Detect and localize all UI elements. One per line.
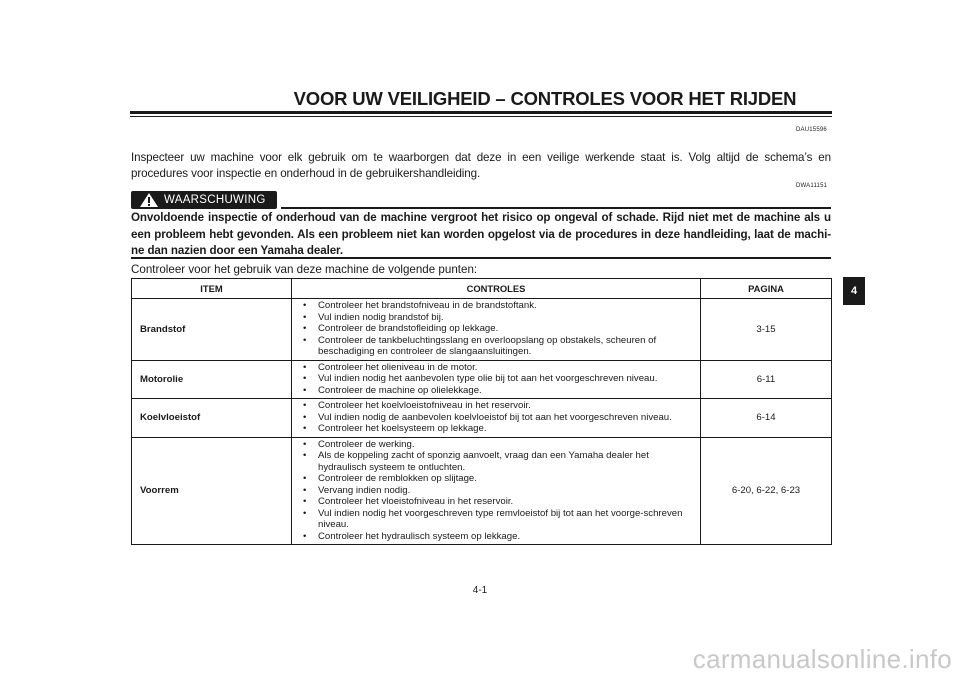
chapter-tab[interactable]: 4 [843,277,865,305]
list-item: • Controleer de machine op olielekkage. [296,385,696,397]
title-rule [130,111,832,114]
list-item: • Controleer het hydraulisch systeem op lekkage. [296,531,696,543]
row-item: Voorrem [132,437,292,545]
controls-list [296,362,696,397]
section-code: DAU15596 [796,127,827,133]
list-item: • Als de koppeling zacht of sponzig aanvoelt, vraag dan een Yamaha dealer het hydraulisch systeem te ontluchten. [296,450,696,473]
row-item: Koelvloeistof [132,399,292,438]
list-item: • Controleer het vloeistofniveau in het reservoir. [296,496,696,508]
title-rule-thin [130,116,832,117]
warning-text: Onvoldoende inspectie of onderhoud van de machine vergroot het risico op ongeval of schade. Rijd niet met de machine als u een probleem hebt gevonden. Als een probleem niet kan worden opgelost via de procedures in deze handleiding, laat de machi-ne dan nazien door een Yamaha dealer. [131,211,831,257]
list-item: • Controleer het koelsysteem op lekkage. [296,423,696,435]
header-controls: CONTROLES [292,279,701,299]
row-page: 6-11 [701,360,832,399]
table-row [132,437,832,545]
table-row [132,299,832,361]
list-item: • Controleer het brandstofniveau in de brandstoftank. [296,300,696,312]
table-header-row [132,279,832,299]
controls-list [296,439,696,543]
intro-paragraph: Inspecteer uw machine voor elk gebruik om te waarborgen dat deze in een veilige werkende staat is. Volg altijd de schema’s en procedures voor inspectie en onderhoud in de gebruikershandleiding. [131,151,831,180]
row-item: Motorolie [132,360,292,399]
list-item: • Vul indien nodig het aanbevolen type olie bij tot aan het voorgeschreven niveau. [296,373,696,385]
warning-triangle-icon [139,192,159,208]
warning-code: DWA11151 [796,183,828,189]
inspection-table [131,278,832,545]
row-page: 6-20, 6-22, 6-23 [701,437,832,545]
list-item: • Controleer de werking. [296,439,696,451]
list-item: • Vul indien nodig het voorgeschreven type remvloeistof bij tot aan het voorge-schreven niveau. [296,508,696,531]
warning-bottom-rule [131,257,831,259]
list-item: • Vul indien nodig brandstof bij. [296,312,696,324]
header-item: ITEM [132,279,292,299]
page-title: VOOR UW VEILIGHEID – CONTROLES VOOR HET RIJDEN [293,88,797,109]
list-item: • Controleer het olieniveau in de motor. [296,362,696,374]
row-item: Brandstof [132,299,292,361]
table-row [132,360,832,399]
page-number: 4-1 [472,585,488,596]
list-item: • Controleer de brandstofleiding op lekkage. [296,323,696,335]
list-item: • Controleer de tankbeluchtingsslang en overloopslang op obstakels, scheuren of beschadiging en controleer de slangaansluitingen. [296,335,696,358]
list-item: • Vul indien nodig de aanbevolen koelvloeistof bij tot aan het voorgeschreven niveau. [296,412,696,424]
lead-text: Controleer voor het gebruik van deze machine de volgende punten: [131,263,478,276]
list-item: • Vervang indien nodig. [296,485,696,497]
row-page: 3-15 [701,299,832,361]
warning-label: WAARSCHUWING [164,194,266,206]
header-page: PAGINA [701,279,832,299]
controls-list [296,300,696,358]
list-item: • Controleer het koelvloeistofniveau in het reservoir. [296,400,696,412]
warning-rule [281,207,831,209]
row-page: 6-14 [701,399,832,438]
watermark-text: carmanualsonline.info [692,644,952,674]
table-row [132,399,832,438]
controls-list [296,400,696,435]
list-item: • Controleer de remblokken op slijtage. [296,473,696,485]
warning-badge [131,191,277,209]
